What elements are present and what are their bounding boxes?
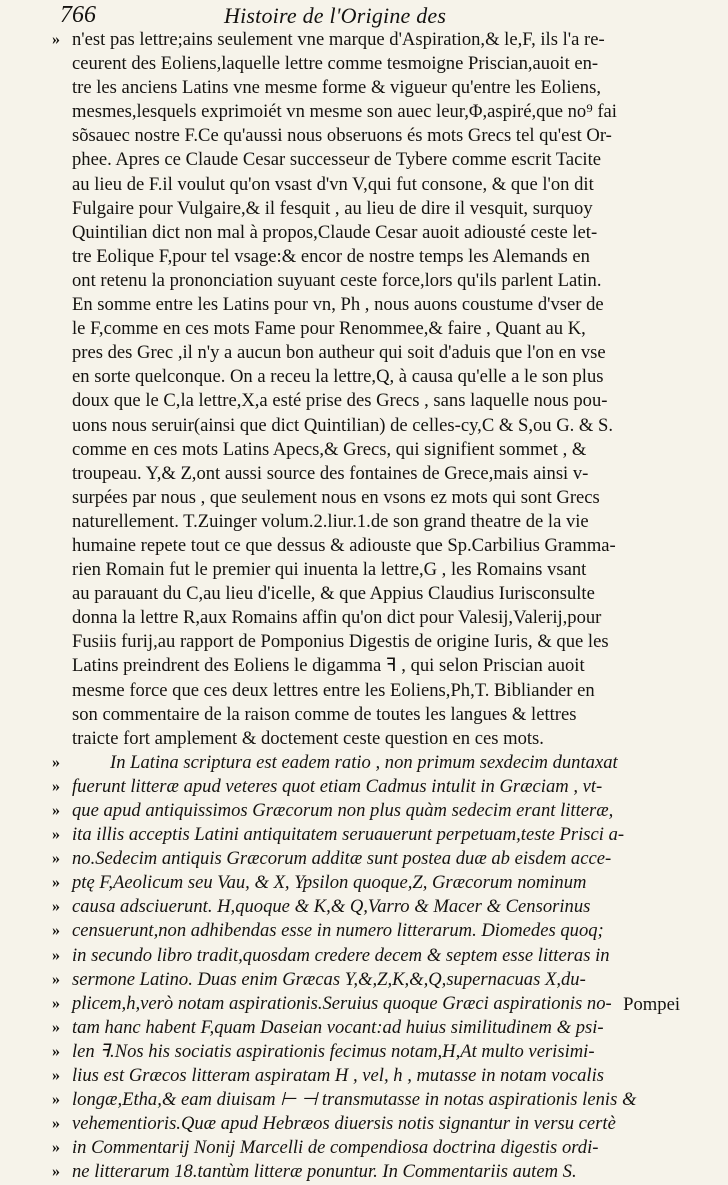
- line-text: Fulgaire pour Vulgaire,& il fesquit , au lieu de dire il vesquit, surquoy: [72, 197, 593, 219]
- text-line: [58, 173, 720, 197]
- text-line: [52, 992, 720, 1016]
- line-text: comme en ces mots Latins Apecs,& Grecs, qui signifient sommet , &: [72, 438, 587, 460]
- line-text: no.Sedecim antiquis Græcorum additæ sunt postea duæ ab eisdem acce-: [72, 848, 612, 870]
- text-line: [52, 919, 720, 943]
- text-line: [52, 1040, 720, 1064]
- line-text: En somme entre les Latins pour vn, Ph , nous auons coustume d'vser de: [72, 294, 604, 316]
- quote-mark: »: [52, 898, 60, 916]
- line-text: in Commentarij Nonij Marcelli de compendiosa doctrina digestis ordi-: [72, 1137, 599, 1159]
- quote-mark: »: [52, 1115, 60, 1133]
- line-text: au parauant du C,au lieu d'icelle, & que Appius Claudius Iurisconsulte: [72, 583, 595, 605]
- quote-mark: »: [52, 753, 60, 771]
- text-line: [58, 365, 720, 389]
- text-line: [52, 1016, 720, 1040]
- quote-mark: »: [52, 1163, 60, 1181]
- text-line: [52, 1112, 720, 1136]
- text-line: [58, 124, 720, 148]
- text-line: [58, 389, 720, 413]
- text-line: [58, 245, 720, 269]
- quote-mark: »: [52, 1139, 60, 1157]
- line-text: in secundo libro tradit,quosdam credere decem & septem esse litteras in: [72, 944, 610, 966]
- text-line: [58, 148, 720, 172]
- quote-mark: »: [52, 1067, 60, 1085]
- text-line: [58, 486, 720, 510]
- line-text: Latins preindrent des Eoliens le digamma ꟻ , qui selon Priscian auoit: [72, 655, 585, 677]
- line-text: Fusiis furij,au rapport de Pomponius Digestis de origine Iuris, & que les: [72, 631, 609, 653]
- quote-mark: »: [52, 850, 60, 868]
- line-text: longæ,Etha,& eam diuisam ⊢ ⊣ transmutasse in notas aspirationis lenis &: [72, 1089, 637, 1111]
- text-line: [52, 799, 720, 823]
- line-text: fuerunt litteræ apud veteres quot etiam Cadmus intulit in Græciam , vt-: [72, 775, 603, 797]
- line-text: sõsauec nostre F.Ce qu'aussi nous obseruons és mots Grecs tel qu'est Or-: [72, 125, 612, 147]
- line-text: len ꟻ.Nos his sociatis aspirationis fecimus notam,H,At multo verisimi-: [72, 1040, 595, 1062]
- line-text: mesme force que ces deux lettres entre les Eoliens,Ph,T. Bibliander en: [72, 679, 595, 701]
- line-text: ceurent des Eoliens,laquelle lettre comme tesmoigne Priscian,auoit en-: [72, 53, 599, 75]
- text-line: [58, 293, 720, 317]
- line-text: pres des Grec ,il n'y a aucun bon autheur qui soit d'aduis que l'on en vse: [72, 342, 606, 364]
- text-line: [58, 269, 720, 293]
- line-text: vehementioris.Quæ apud Hebræos diuersis notis signantur in versu certè: [72, 1113, 616, 1135]
- text-line: [58, 703, 720, 727]
- text-line: [52, 1160, 720, 1184]
- quote-mark: »: [52, 874, 60, 892]
- text-line: [58, 341, 720, 365]
- text-line: [58, 679, 720, 703]
- text-line: [58, 100, 720, 124]
- text-line: [52, 944, 720, 968]
- line-text: troupeau. Y,& Z,ont aussi source des fontaines de Grece,mais ainsi v-: [72, 462, 589, 484]
- quote-mark: »: [52, 1091, 60, 1109]
- line-text: tam hanc habent F,quam Daseian vocant:ad huius similitudinem & psi-: [72, 1016, 604, 1038]
- text-line: [58, 606, 720, 630]
- line-text: mesmes,lesquels exprimoiét vn mesme son auec leur,Φ,aspiré,que no⁹ fai: [72, 101, 617, 123]
- text-line: [58, 510, 720, 534]
- quote-mark: »: [52, 826, 60, 844]
- line-text: tre Eolique F,pour tel vsage:& encor de nostre temps les Alemands en: [72, 245, 590, 267]
- text-line: [58, 654, 720, 678]
- text-line: [58, 462, 720, 486]
- line-text: au lieu de F.il voulut qu'on vsast d'vn V,qui fut consone, & que l'on dit: [72, 173, 594, 195]
- text-line: [58, 197, 720, 221]
- line-text: en sorte quelconque. On a receu la lettre,Q, à causa qu'elle a le son plus: [72, 366, 604, 388]
- catchword: Pompei: [623, 994, 680, 1015]
- line-text: phee. Apres ce Claude Cesar successeur de Tybere comme escrit Tacite: [72, 149, 601, 171]
- line-text: causa adsciuerunt. H,quoque & K,& Q,Varro & Macer & Censorinus: [72, 896, 591, 918]
- line-text: n'est pas lettre;ains seulement vne marque d'Aspiration,& le,F, ils l'a re-: [72, 29, 605, 50]
- running-title: Histoire de l'Origine des: [224, 3, 447, 28]
- line-text: naturellement. T.Zuinger volum.2.liur.1.de son grand theatre de la vie: [72, 510, 589, 532]
- text-line: [52, 28, 720, 52]
- text-line: [58, 534, 720, 558]
- line-text: sermone Latino. Duas enim Græcas Y,&,Z,K,&,Q,supernacuas X,du-: [72, 968, 586, 990]
- line-text: censuerunt,non adhibendas esse in numero litterarum. Diomedes quoq;: [72, 920, 604, 942]
- page-number: 766: [60, 2, 96, 28]
- text-line: [52, 823, 720, 847]
- text-line: [52, 1064, 720, 1088]
- line-text: tre les anciens Latins vne mesme forme & vigueur qu'entre les Eoliens,: [72, 77, 601, 99]
- line-text: doux que le C,la lettre,X,a esté prise des Grecs , sans laquelle nous pou-: [72, 390, 608, 412]
- quote-mark: »: [52, 31, 60, 48]
- line-text: plicem,h,verò notam aspirationis.Seruius quoque Græci aspirationis no-: [72, 992, 612, 1014]
- text-line: [52, 968, 720, 992]
- line-text: lius est Græcos litteram aspiratam H , vel, h , mutasse in notam vocalis: [72, 1065, 604, 1087]
- quote-mark: »: [52, 1018, 60, 1036]
- quote-mark: »: [52, 802, 60, 819]
- text-line: [58, 76, 720, 100]
- text-line: [52, 1088, 720, 1112]
- line-text: traicte fort amplement & doctement ceste question en ces mots.: [72, 727, 544, 749]
- line-text: rien Romain fut le premier qui inuenta la lettre,G , les Romains vsant: [72, 559, 587, 581]
- quote-mark: »: [52, 777, 60, 795]
- line-text: uons nous seruir(ainsi que dict Quintilian) de celles-cy,C & S,ou G. & S.: [72, 414, 614, 436]
- line-text: le F,comme en ces mots Fame pour Renommee,& faire , Quant au K,: [72, 318, 586, 340]
- line-text: son commentaire de la raison comme de toutes les langues & lettres: [72, 703, 577, 725]
- quote-mark: »: [52, 1042, 60, 1060]
- quote-mark: »: [52, 922, 60, 940]
- text-line: [58, 727, 720, 751]
- text-line: [58, 630, 720, 654]
- quote-mark: »: [52, 970, 60, 988]
- line-text: ita illis acceptis Latini antiquitatem seruauerunt perpetuam,teste Prisci a-: [72, 824, 625, 846]
- text-line: [58, 414, 720, 438]
- text-line: [58, 317, 720, 341]
- text-line: [58, 52, 720, 76]
- line-text: ont retenu la prononciation suyuant ceste force,lors qu'ils parlent Latin.: [72, 269, 602, 291]
- line-text: surpées par nous , que seulement nous en vsons ez mots qui sont Grecs: [72, 486, 600, 508]
- text-line: [58, 582, 720, 606]
- text-line: [52, 847, 720, 871]
- quote-mark: »: [52, 994, 60, 1012]
- line-text: ne litterarum 18.tantùm litteræ ponuntur. In Commentariis autem S.: [72, 1161, 577, 1183]
- line-text: Quintilian dict non mal à propos,Claude Cesar auoit adiousté ceste let-: [72, 221, 598, 243]
- text-line: [58, 438, 720, 462]
- line-text: In Latina scriptura est eadem ratio , non primum sexdecim duntaxat: [110, 751, 618, 773]
- line-text: que apud antiquissimos Græcorum non plus quàm sedecim erant litteræ,: [72, 800, 614, 821]
- text-body: [52, 28, 720, 1185]
- line-text: donna la lettre R,aux Romains affin qu'on dict pour Valesij,Valerij,pour: [72, 607, 602, 629]
- quote-mark: »: [52, 946, 60, 964]
- text-line: [52, 871, 720, 895]
- text-line: [52, 751, 720, 775]
- text-line: [58, 221, 720, 245]
- text-line: [52, 895, 720, 919]
- text-line: [52, 775, 720, 799]
- line-text: humaine repete tout ce que dessus & adiouste que Sp.Carbilius Gramma-: [72, 534, 616, 556]
- text-line: [58, 558, 720, 582]
- text-line: [52, 1136, 720, 1160]
- line-text: ptę F,Aeolicum seu Vau, & X, Ypsilon quoque,Z, Græcorum nominum: [72, 872, 587, 894]
